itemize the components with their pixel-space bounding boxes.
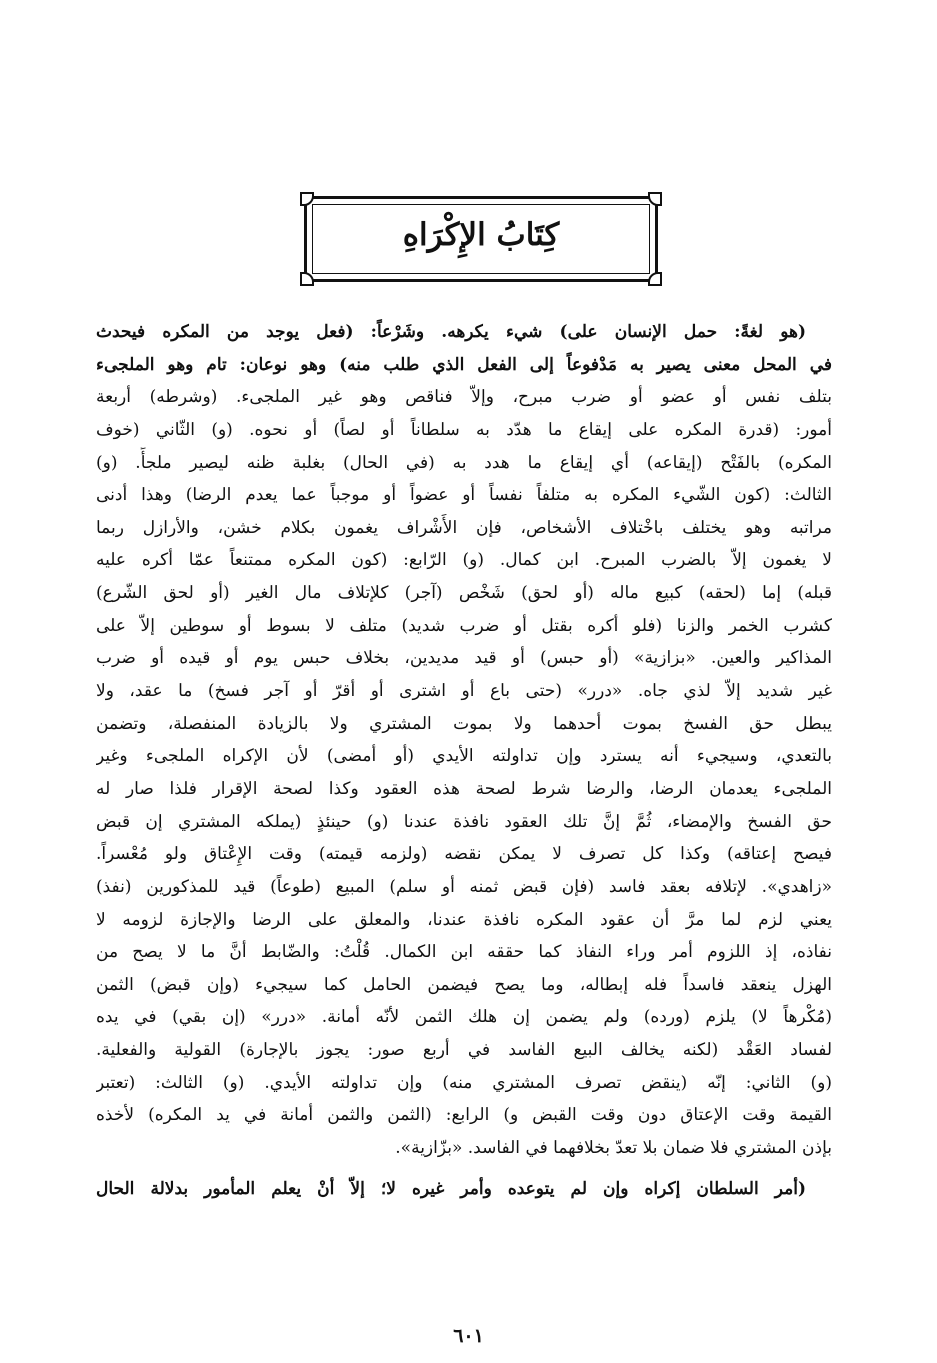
text-line: لا يغمون إلاّ بالضرب المبرح. ابن كمال. (و) الرّابع: (كون المكره ممتنعاً عمّا أكره عليه [96,550,832,571]
page-number: ٦٠١ [453,1325,484,1347]
text-line: مراتبه وهو يختلف باخْتلاف الأشخاص، فإن الأَشْراف يغمون بكلام خشن، والأرازل ربما [96,517,832,538]
text-line: في المحل معنى يصير به مَدْفوعاً إلى الفعل الذي طلب منه) وهو نوعان: تام وهو الملجىء [96,354,832,375]
text-line: نفاذه، إذ اللزوم أمر وراء النفاذ كما حققه ابن الكمال. قُلْتُ: والضّابط أنَّ ما لا يصح من [96,942,832,963]
text-line: الثالث: (كون الشّيء المكره به متلفاً نفساً أو عضواً أو موجباً عما يعدم الرضا) وهذا أدنى [96,485,832,506]
text-line: المكره) بالفَتْح (إيقاعه) أي إيقاع ما هدد به (في الحال) بغلبة ظنه ليصير ملجأً. (و) [96,452,832,473]
text-line: الهزل ينعقد فاسداً فله إبطاله، وما يصح فيضمن الحامل كما سيجيء (وإن قبض) الثمن [96,974,832,995]
text-line: بالتعدي، وسيجيء أنه يسترد وإن تداولته الأيدي (أو أمضى) لأن الإكراه الملجىء وغير [96,746,832,767]
text-line: غير شديد إلاّ لذي جاه. «درر» (حتى باع أو اشترى أو أقرّ أو آجر فسخ) ما عقد، ولا [96,681,832,702]
text-line: لفساد العَقْد (لكنه يخالف البيع الفاسد في أربع صور: يجوز بالإجارة) القولية والفعلية. [96,1040,832,1061]
paragraph-gap [96,1165,832,1173]
text-line: (هو لغةً: حمل الإنسان على) شيء يكرهه. وشَرْعاً: (فعل يوجد من المكره فيحدث [96,322,806,342]
chapter-title: كِتَابُ الإِكْرَاهِ [402,217,560,253]
text-line: «زاهدي». لإتلافه بعقد فاسد (فإن قبض ثمنه أو سلم) المبيع (طوعاً) قيد للمذكورين (نفذ) [96,876,832,897]
text-line: بتلف نفس أو عضو أو ضرب مبرح، وإلاّ فناقص وهو غير الملجىء. (وشرطه) أربعة [96,387,832,408]
text-line: أمور: (قدرة المكره على إيقاع ما هدّد به سلطاناً أو لصاً) أو نحوه. (و) الثّاني (خوف [96,419,832,440]
text-line: يبطل حق الفسخ بموت أحدهما ولا بموت المشتري ولا بالزيادة المنفصلة، وتضمن [96,713,832,734]
text-line: (مُكْرهاً لا) يلزم (ورده) ولم يضمن إن هلك الثمن لأنّه أمانة. «درر» (إن بقي) في يده [96,1007,832,1028]
main-text [96,316,832,1205]
text-line: كشرب الخمر والزنا (فلو أكره بقتل أو ضرب شديد) متلف لا بسوط أو سوطين إلاّ على [96,615,832,636]
text-line: فيصح إعتاقه) وكذا كل تصرف لا يمكن نقضه (ولزمه قيمته) وقت الإِعْتاق ولو مُعْسراً. [96,844,832,865]
text-line: القيمة وقت الإعتاق دون وقت القبض و) الرابع: (الثمن والثمن أمانة في يد المكره) لأخذه [96,1105,832,1126]
text-line: (و) الثاني: إنّه (ينقض تصرف المشتري منه) وإن تداولته الأيدي. (و) الثالث: (تعتبر [96,1072,832,1093]
text-line: قبله) إما (لحقه) كبيع ماله (أو لحق) شَخْص (آجر) كلإتلاف مال الغير (أو لحق الشّرع) [96,583,832,604]
frame-corner-ornament [300,272,314,286]
frame-corner-ornament [648,192,662,206]
text-line: (أمر السلطان إكراه وإن لم يتوعده وأمر غيره لا؛ إلاّ أنْ يعلم المأمور بدلالة الحال [96,1178,806,1199]
text-line: يعني لزم لما مرَّ أن عقود المكره نافذة عندنا، والمعلق على الرضا والإجازة لزومه لا [96,909,832,930]
text-line: الملجىء يعدمان الرضا، والرضا شرط لصحة هذه العقود وكذا لصحة الإقرار فلذا صار له [96,778,832,799]
text-line: المذاكير والعين. «بزازية» (أو حبس) أو قيد مديدين، بخلاف حبس يوم أو قيده أو ضرب [96,648,832,669]
text-line: بإذن المشتري فلا ضمان بلا تعدّ بخلافهما في الفاسد. «بزّازية». [395,1138,832,1159]
text-line: حق الفسخ والإمضاء، ثُمَّ إنَّ تلك العقود نافذة عندنا (و) حينئذٍ (يملكه المشتري إن قبض [96,811,832,832]
chapter-title-frame [304,196,658,282]
frame-corner-ornament [648,272,662,286]
